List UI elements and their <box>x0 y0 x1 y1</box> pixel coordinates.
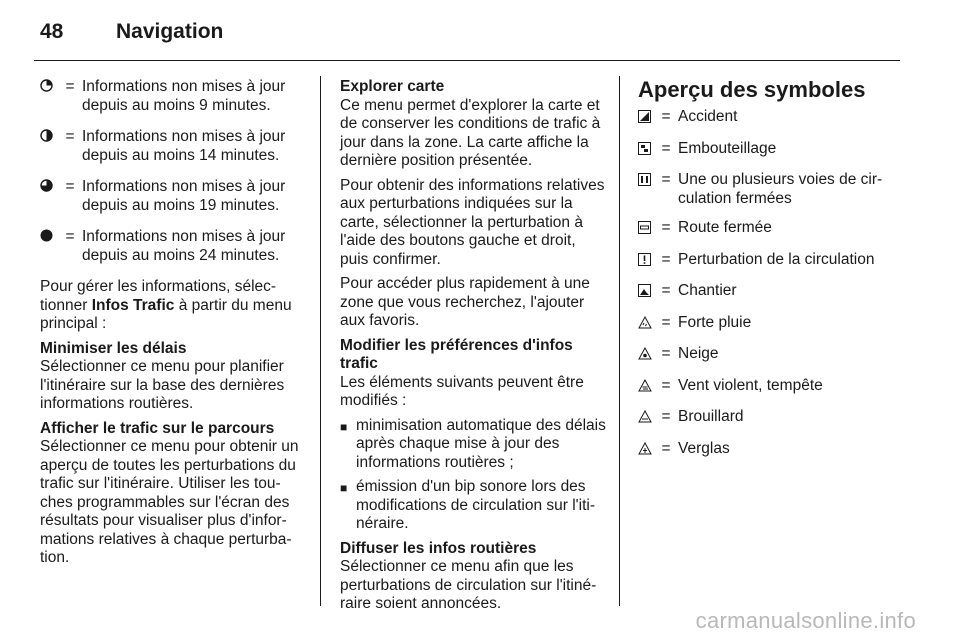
symbol-row: = Embouteillage <box>638 140 900 161</box>
section-body: Sélectionner ce menu pour planifier l'itinéraire sur la base des dernières informations routières. <box>40 358 285 412</box>
clock-half-icon <box>40 128 58 165</box>
page-title: Navigation <box>116 20 224 43</box>
page-header <box>40 20 223 46</box>
section-heading: Aperçu des symboles <box>638 77 866 102</box>
status-item <box>40 178 308 215</box>
equals-sign: = <box>65 78 75 95</box>
status-item-label: Informations non mises à jour depuis au moins 9 minutes. <box>82 78 286 114</box>
list-item <box>340 417 606 473</box>
column-divider-1 <box>320 76 321 606</box>
symbol-label: Verglas <box>678 439 730 457</box>
symbol-row: = Forte pluie <box>638 314 900 335</box>
status-item <box>40 128 308 165</box>
strong-wind-icon <box>638 377 654 398</box>
list-item-text: minimisation automatique des délais après chaque mise à jour des informations routières ; <box>356 416 606 471</box>
traffic-jam-icon <box>638 140 654 161</box>
status-item <box>40 78 308 115</box>
fog-icon <box>638 408 654 429</box>
column-3 <box>638 78 900 471</box>
watermark: carmanualsonline.info <box>695 608 916 633</box>
symbol-row: = Perturbation de la circulation <box>638 251 900 272</box>
symbol-label: Une ou plusieurs voies de circulation fermées <box>678 171 883 207</box>
symbol-label: Embouteillage <box>678 139 777 157</box>
symbol-label: Accident <box>678 108 738 125</box>
symbol-label: Forte pluie <box>678 313 752 331</box>
equals-sign: = <box>65 128 75 145</box>
symbol-label: Perturbation de la circulation <box>678 250 875 268</box>
intro-paragraph: Pour gérer les informations, sélectionner Infos Trafic à partir du menu principal : <box>40 278 292 332</box>
page-number: 48 <box>40 20 64 43</box>
section-title: Modifier les préférences d'infos trafic <box>340 336 573 372</box>
symbol-row: = Route fermée <box>638 219 900 240</box>
column-1 <box>40 78 308 574</box>
roadworks-icon <box>638 282 654 303</box>
list-item <box>340 478 606 534</box>
symbol-label: Chantier <box>678 282 737 299</box>
column-2 <box>340 78 606 620</box>
section-body: Pour obtenir des informations relatives aux perturbations indiquées sur la carte, sélectionner la perturbation à l'aide des boutons gauche et droit, puis confirmer. <box>340 176 605 268</box>
ice-icon <box>638 440 654 461</box>
header-rule <box>34 60 900 61</box>
symbol-row: = Chantier <box>638 282 900 303</box>
snow-icon <box>638 345 654 366</box>
road-closed-icon <box>638 219 654 240</box>
status-item <box>40 228 308 265</box>
symbol-row: = Neige <box>638 345 900 366</box>
section-title: Afficher le trafic sur le parcours <box>40 419 275 437</box>
symbol-row: = Une ou plusieurs voies de circulation fermées <box>638 171 900 208</box>
clock-full-icon <box>40 228 58 265</box>
section-title: Diffuser les infos routières <box>340 539 537 557</box>
symbol-label: Route fermée <box>678 219 772 236</box>
symbol-label: Brouillard <box>678 408 744 425</box>
status-item-label: Informations non mises à jour depuis au moins 24 minutes. <box>82 228 286 264</box>
section-body: Ce menu permet d'explorer la carte et de conserver les conditions de trafic à jour dans la zone. La carte affiche la dernière position présentée. <box>340 96 601 169</box>
equals-sign: = <box>65 178 75 195</box>
symbol-row: = Vent violent, tempête <box>638 377 900 398</box>
section-body: Les éléments suivants peuvent être modifiés : <box>340 373 584 409</box>
clock-quarter-icon <box>40 78 58 115</box>
column-divider-2 <box>619 76 620 606</box>
symbol-row: = Brouillard <box>638 408 900 429</box>
status-item-label: Informations non mises à jour depuis au moins 14 minutes. <box>82 128 286 164</box>
clock-three-quarter-icon <box>40 178 58 215</box>
status-item-label: Informations non mises à jour depuis au moins 19 minutes. <box>82 178 286 214</box>
equals-sign: = <box>65 228 75 245</box>
section-body: Sélectionner ce menu pour obtenir un aperçu de toutes les perturbations du trafic sur l'itinéraire. Utiliser les touches programmables sur l'écran des résultats pour visualiser plus d'informations relatives à chaque perturbation. <box>40 438 299 566</box>
symbol-row: = Accident <box>638 108 900 129</box>
section-title: Explorer carte <box>340 78 445 95</box>
symbol-label: Vent violent, tempête <box>678 376 823 394</box>
accident-icon <box>638 108 654 129</box>
list-item-text: émission d'un bip sonore lors des modifications de circulation sur l'itinéraire. <box>356 478 596 532</box>
menu-name: Infos Trafic <box>91 296 175 314</box>
symbol-label: Neige <box>678 345 719 362</box>
lane-closed-icon <box>638 171 654 208</box>
symbol-row: = Verglas <box>638 440 900 461</box>
section-body: Sélectionner ce menu afin que les perturbations de circulation sur l'itinéraire soient annoncées. <box>340 558 597 612</box>
heavy-rain-icon <box>638 314 654 335</box>
section-body: Pour accéder plus rapidement à une zone que vous recherchez, l'ajouter aux favoris. <box>340 275 590 329</box>
traffic-disruption-icon <box>638 251 654 272</box>
bullet-icon: ■ <box>340 481 348 495</box>
section-title: Minimiser les délais <box>40 339 187 357</box>
bullet-icon: ■ <box>340 419 348 434</box>
